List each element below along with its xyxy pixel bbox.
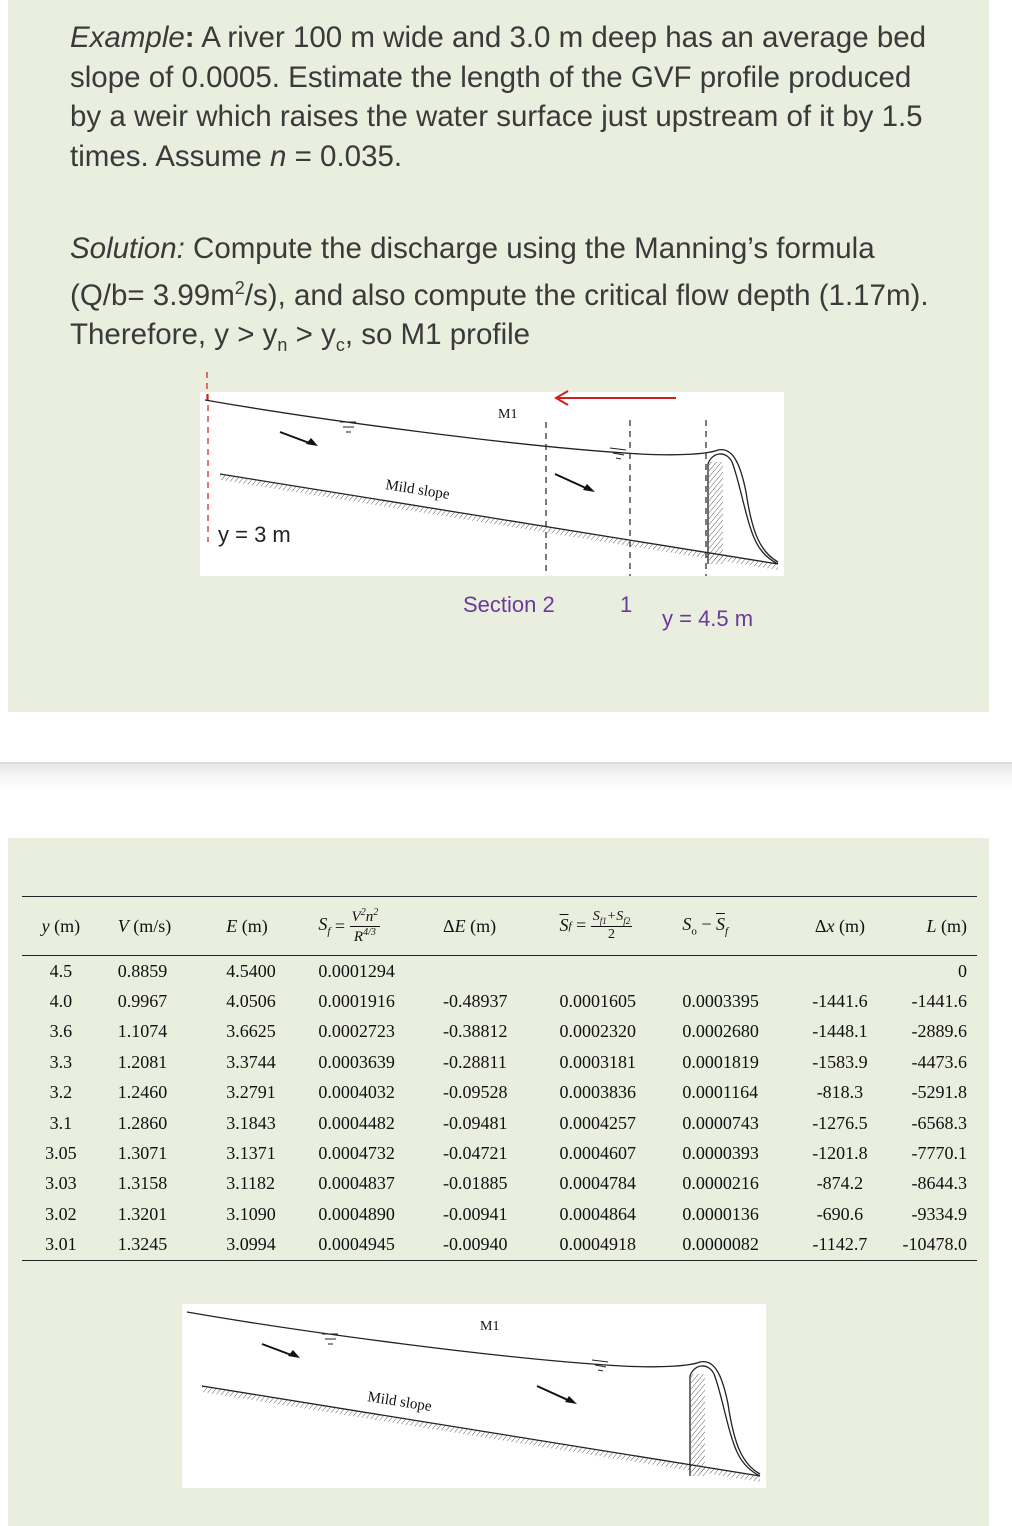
table-row xyxy=(22,1199,977,1229)
table-cell: -1201.8 xyxy=(812,1143,868,1164)
table-cell: -1448.1 xyxy=(812,1021,868,1042)
table-cell: 3.3 xyxy=(49,1051,73,1072)
example-label: Example: xyxy=(70,21,195,54)
table-cell: -690.6 xyxy=(816,1203,864,1224)
table-row xyxy=(22,1108,977,1138)
n-variable: n xyxy=(270,139,287,173)
table-cell: 3.1090 xyxy=(226,1203,276,1224)
solution-label: Solution: xyxy=(70,232,185,265)
header-sf-avg: $\overline{S}$ f = $S_{f1}+S_{f2}$ 2 xyxy=(548,897,675,956)
header-l: L (m) xyxy=(883,897,977,956)
table-cell: 0 xyxy=(958,960,967,981)
section-2-label: Section 2 xyxy=(463,592,555,617)
table-cell: 1.3245 xyxy=(100,1230,215,1261)
table-cell: -7770.1 xyxy=(911,1143,967,1164)
solution-statement: Solution: Compute the discharge using the Manning’s formula $(Q/b= 3.99m^2/s)$, and also compute the critical flow depth (1.17m). Therefore, $y > y_n > y_c$, so M1 profile xyxy=(70,232,929,355)
slide-divider xyxy=(0,762,1012,790)
n-value: = 0.035. xyxy=(286,139,403,173)
table-cell: 0.0002723 xyxy=(318,1021,395,1042)
table-cell: -0.00941 xyxy=(443,1203,508,1224)
table-cell: 3.01 xyxy=(22,1230,100,1261)
m1-profile-figure-2 xyxy=(182,1304,766,1488)
table-cell: 0.0003836 xyxy=(559,1082,637,1103)
header-so-minus-sf: $S_o - \overline{S}_f$ xyxy=(674,897,797,956)
m1-profile-diagram-2 xyxy=(182,1304,766,1488)
table-cell: -8644.3 xyxy=(911,1173,967,1194)
table-row xyxy=(22,1078,977,1108)
table-cell: 0.0003395 xyxy=(682,991,759,1012)
table-cell: 3.02 xyxy=(45,1203,77,1224)
table-row xyxy=(22,1138,977,1168)
table-cell: -0.48937 xyxy=(443,991,508,1012)
table-cell: 0.0004607 xyxy=(559,1143,637,1164)
table-cell xyxy=(797,956,883,987)
upstream-depth-label: y = 3 m xyxy=(218,522,291,547)
table-cell: -0.28811 xyxy=(443,1051,507,1072)
header-delta-x: Δx (m) xyxy=(797,897,883,956)
table-cell: -1441.6 xyxy=(812,991,868,1012)
table-row xyxy=(22,1169,977,1199)
table-cell: 0.0001916 xyxy=(318,991,395,1012)
table-cell: -1441.6 xyxy=(911,991,967,1012)
profile-label: M1 xyxy=(498,407,518,422)
table-cell: 0.0003181 xyxy=(559,1051,637,1072)
table-cell: -0.00940 xyxy=(433,1230,548,1261)
table-cell: 3.2791 xyxy=(226,1082,276,1103)
table-cell: 0.0001605 xyxy=(559,991,637,1012)
table-cell: -0.09481 xyxy=(443,1112,508,1133)
header-y: y (m) xyxy=(22,897,100,956)
table-cell: 1.3201 xyxy=(117,1203,168,1224)
table-cell: 4.0 xyxy=(49,991,73,1012)
table-cell: 3.3744 xyxy=(226,1051,276,1072)
header-delta-e: ΔE (m) xyxy=(433,897,548,956)
table-cell: 0.0004890 xyxy=(318,1203,395,1224)
table-cell: -2889.6 xyxy=(911,1021,967,1042)
table-cell: -874.2 xyxy=(816,1173,864,1194)
table-cell: 0.0004837 xyxy=(318,1173,395,1194)
table-cell: -1142.7 xyxy=(797,1230,883,1261)
table-cell: 3.1 xyxy=(49,1112,73,1133)
table-row xyxy=(22,1047,977,1077)
problem-text: A river 100 m wide and 3.0 m deep has an average bed slope of 0.0005. Estimate the length of the GVF profile produced by a weir which raises the water surface just upstream of it by 1.5 times. Assume xyxy=(70,21,927,173)
flow-arrow-2 xyxy=(555,474,588,489)
table-cell: 3.2 xyxy=(49,1082,73,1103)
table-cell: 1.3071 xyxy=(117,1143,168,1164)
table-cell xyxy=(548,956,675,987)
table-cell: 3.03 xyxy=(45,1173,77,1194)
direction-arrow-red xyxy=(550,388,680,408)
slope-label-2: Mild slope xyxy=(366,1389,433,1416)
table-cell: -1276.5 xyxy=(812,1112,868,1133)
table-cell: 0.0004918 xyxy=(548,1230,675,1261)
flow-arrow-4 xyxy=(537,1386,570,1401)
table-cell: -1583.9 xyxy=(812,1051,868,1072)
table-cell: -4473.6 xyxy=(911,1051,967,1072)
table-cell: -0.38812 xyxy=(443,1021,508,1042)
header-sf: $S_f$ = $V^2n^2$ $R^{4/3}$ xyxy=(310,897,433,956)
table-cell: 0.9967 xyxy=(117,991,168,1012)
bed-hatching xyxy=(220,474,778,570)
slope-label: Mild slope xyxy=(384,477,451,504)
table-row xyxy=(22,956,977,987)
table-cell: -6568.3 xyxy=(911,1112,967,1133)
table-cell: 0.0004482 xyxy=(318,1112,395,1133)
table-cell: 0.0003639 xyxy=(318,1051,395,1072)
table-cell: 0.0004864 xyxy=(559,1203,637,1224)
table-cell: 0.0000082 xyxy=(674,1230,797,1261)
m1-profile-figure xyxy=(200,392,784,576)
table-cell xyxy=(674,956,797,987)
table-cell: 0.0004945 xyxy=(310,1230,433,1261)
table-cell: -818.3 xyxy=(816,1082,864,1103)
table-cell: 0.0001819 xyxy=(682,1051,759,1072)
problem-statement xyxy=(70,18,940,176)
table-cell: 0.0002320 xyxy=(559,1021,637,1042)
table-cell: 3.6625 xyxy=(226,1021,276,1042)
table-cell: 0.0001294 xyxy=(318,960,395,981)
table-cell: 1.2860 xyxy=(117,1112,168,1133)
header-e: E (m) xyxy=(214,897,310,956)
table-cell: 4.5400 xyxy=(226,960,276,981)
table-row xyxy=(22,1017,977,1047)
table-cell: 3.1843 xyxy=(226,1112,276,1133)
table-cell: -0.09528 xyxy=(443,1082,508,1103)
table-cell: -10478.0 xyxy=(883,1230,977,1261)
table-cell: 0.0000136 xyxy=(682,1203,759,1224)
table-cell: 0.0002680 xyxy=(682,1021,759,1042)
profile-label-2: M1 xyxy=(480,1319,500,1334)
table-cell: 1.2460 xyxy=(117,1082,168,1103)
gvf-computation-table xyxy=(22,896,977,1261)
table-cell: 1.3158 xyxy=(117,1173,168,1194)
table-cell: 3.0994 xyxy=(214,1230,310,1261)
table-cell: 1.2081 xyxy=(117,1051,168,1072)
table-cell: 0.0004732 xyxy=(318,1143,395,1164)
table-cell: 4.5 xyxy=(49,960,73,981)
table-cell: 3.6 xyxy=(49,1021,73,1042)
header-v: V (m/s) xyxy=(100,897,215,956)
section-dash-top xyxy=(204,372,210,402)
table-cell: 0.0004032 xyxy=(318,1082,395,1103)
table-cell: 3.05 xyxy=(45,1143,77,1164)
table-header-row xyxy=(22,897,977,956)
table-row xyxy=(22,986,977,1016)
water-surface-line xyxy=(205,400,778,562)
weir-depth-label: y = 4.5 m xyxy=(662,606,754,631)
section-1-label: 1 xyxy=(620,592,633,617)
table-cell: -5291.8 xyxy=(911,1082,967,1103)
table-cell: -0.04721 xyxy=(443,1143,508,1164)
table-cell: 0.0000216 xyxy=(682,1173,759,1194)
table-cell: 0.0001164 xyxy=(682,1082,759,1103)
table-cell: 3.1371 xyxy=(226,1143,276,1164)
table-cell: 0.0000743 xyxy=(682,1112,759,1133)
flow-arrow-3 xyxy=(262,1344,294,1356)
table-cell: -9334.9 xyxy=(911,1203,967,1224)
table-cell: 0.0004257 xyxy=(559,1112,637,1133)
table-cell xyxy=(433,956,548,987)
table-cell: 0.8859 xyxy=(117,960,168,981)
table-row xyxy=(22,1230,977,1261)
table-cell: 1.1074 xyxy=(117,1021,168,1042)
table-cell: 3.1182 xyxy=(226,1173,276,1194)
flow-arrow-1 xyxy=(280,432,312,444)
weir-hatching xyxy=(709,462,723,564)
table-cell: 4.0506 xyxy=(226,991,276,1012)
table-cell: 0.0004784 xyxy=(559,1173,637,1194)
m1-profile-diagram xyxy=(200,392,784,576)
water-surface-line-2 xyxy=(187,1312,760,1474)
table-cell: -0.01885 xyxy=(443,1173,508,1194)
table-cell: 0.0000393 xyxy=(682,1143,759,1164)
